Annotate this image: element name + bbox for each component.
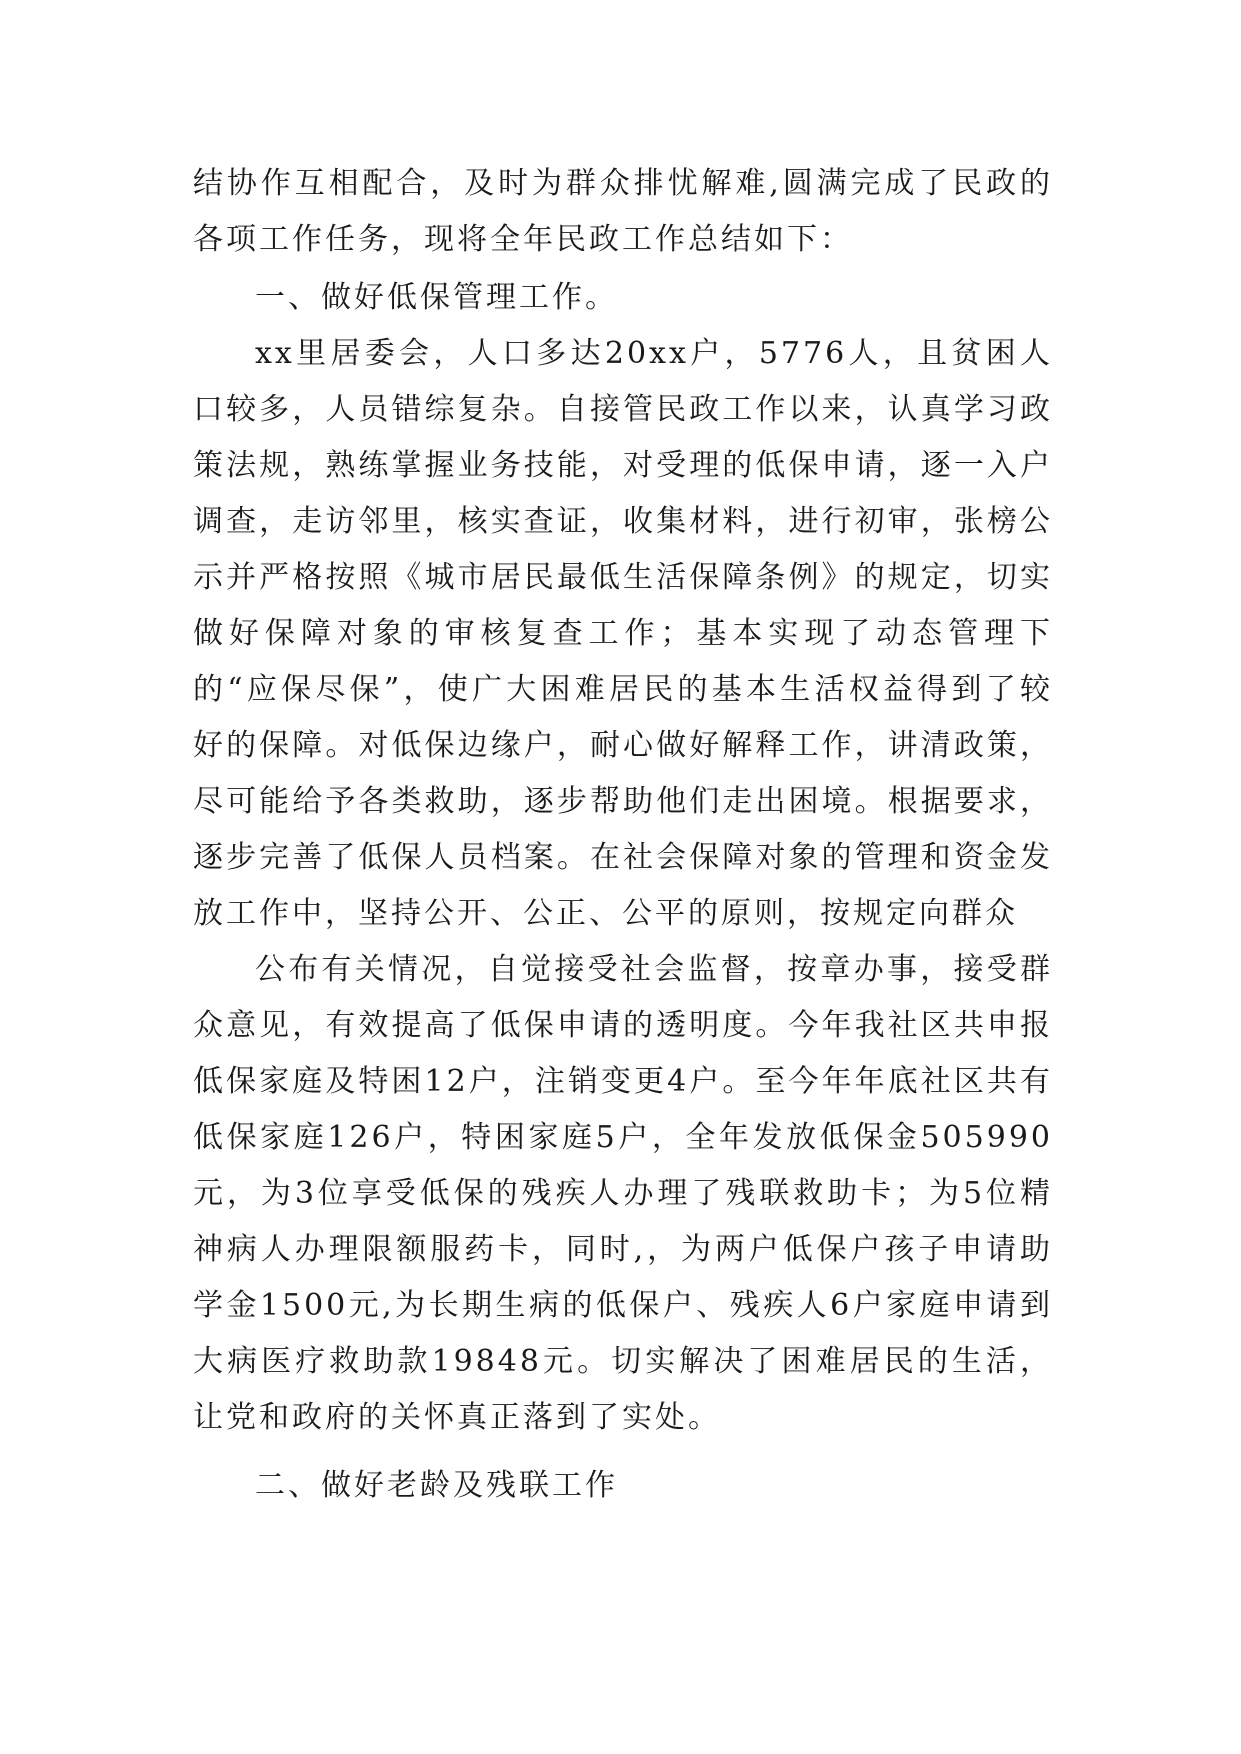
section-heading-2: 二、做好老龄及残联工作 bbox=[255, 1468, 618, 1503]
paragraph-low-income-management: xx里居委会，人口多达20xx户，5776人，且贫困人口较多，人员错综复杂。自接管民政工作以来，认真学习政策法规，熟练掌握业务技能，对受理的低保申请，逐一入户调查，走访邻里，核实查证，收集材料，进行初审，张榜公示并严格按照《城市居民最低生活保障条例》的规定，切实做好保障对象的审核复查工作；基本实现了动态管理下的“应保尽保”，使广大困难居民的基本生活权益得到了较好的保障。对低保边缘户，耐心做好解释工作，讲清政策，尽可能给予各类救助，逐步帮助他们走出困境。根据要求，逐步完善了低保人员档案。在社会保障对象的管理和资金发放工作中，坚持公开、公正、公平的原则，按规定向群众 bbox=[193, 336, 1053, 931]
paragraph-low-income-statistics: 公布有关情况，自觉接受社会监督，按章办事，接受群众意见，有效提高了低保申请的透明度。今年我社区共申报低保家庭及特困12户，注销变更4户。至今年年底社区共有低保家庭126户，特困家庭5户，全年发放低保金505990元，为3位享受低保的残疾人办理了残联救助卡；为5位精神病人办理限额服药卡，同时,，为两户低保户孩子申请助学金1500元,为长期生病的低保户、残疾人6户家庭申请到大病医疗救助款19848元。切实解决了困难居民的生活，让党和政府的关怀真正落到了实处。 bbox=[193, 952, 1053, 1435]
paragraph-intro-continued: 结协作互相配合，及时为群众排忧解难,圆满完成了民政的各项工作任务，现将全年民政工作总结如下： bbox=[193, 166, 1053, 257]
section-heading-1: 一、做好低保管理工作。 bbox=[255, 280, 618, 315]
document-body bbox=[193, 156, 1053, 1514]
